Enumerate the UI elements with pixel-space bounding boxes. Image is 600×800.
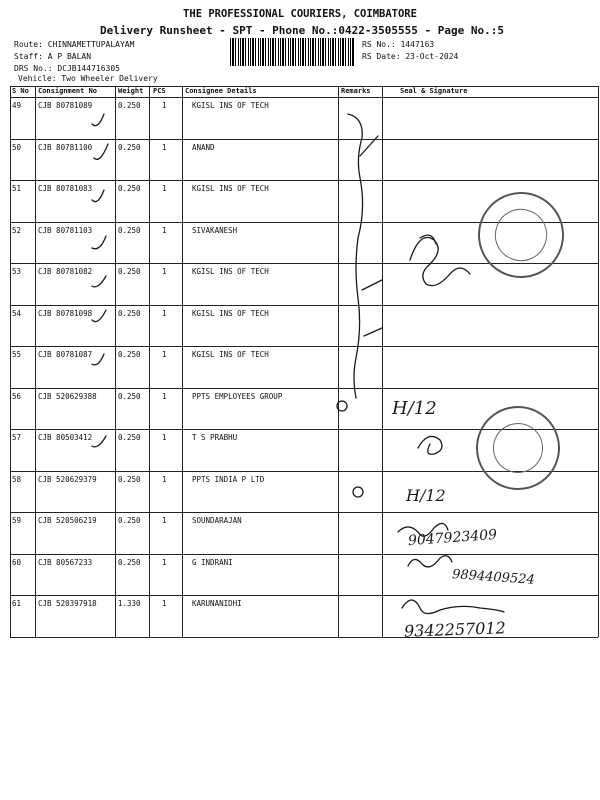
cell-pcs: 1: [162, 516, 167, 525]
cell-consignment: CJB 80781089: [38, 101, 93, 110]
col-header-pcs: PCS: [153, 87, 166, 95]
cell-consignee: KGISL INS OF TECH: [192, 184, 269, 193]
cell-sno: 60: [12, 557, 22, 567]
col-header-seal: Seal & Signature: [400, 87, 468, 95]
cell-pcs: 1: [162, 474, 167, 484]
cell-weight: 0.250: [118, 516, 141, 525]
rs-date: RS Date: 23-Oct-2024: [362, 52, 459, 61]
signature: [408, 556, 452, 567]
cell-consignment: CJB 520629379: [38, 474, 97, 484]
cell-weight: 0.250: [118, 267, 141, 276]
cell-consignment: CJB 80781103: [38, 225, 93, 235]
check-mark: [92, 114, 104, 126]
cell-sno: 53: [12, 267, 22, 276]
col-header-consignment: Consignment No: [38, 87, 98, 95]
cell-consignment: CJB 80781087: [38, 350, 93, 359]
cell-consignee: KGISL INS OF TECH: [192, 101, 269, 110]
cell-weight: 0.250: [118, 101, 141, 110]
cell-consignee: KGISL INS OF TECH: [192, 308, 269, 318]
cell-pcs: 1: [162, 142, 167, 152]
cell-weight: 0.250: [118, 225, 141, 235]
cell-consignment: CJB 80781098: [38, 308, 93, 318]
cell-pcs: 1: [162, 599, 167, 608]
check-mark: [92, 310, 106, 322]
cell-pcs: 1: [162, 350, 167, 359]
remark-stroke: [360, 136, 378, 156]
drs-label: DRS No.: DCJB144716305: [14, 64, 120, 73]
remark-stroke: [364, 328, 382, 336]
company-title: THE PROFESSIONAL COURIERS, COIMBATORE: [183, 8, 417, 20]
cell-consignee: PPTS EMPLOYEES GROUP: [192, 391, 283, 401]
handwritten-phone: 9047923409: [407, 526, 498, 550]
signature: [418, 436, 442, 454]
check-mark: [92, 190, 104, 202]
cell-consignment: CJB 80503412: [38, 433, 93, 442]
col-header-remarks: Remarks: [341, 87, 371, 95]
cell-consignee: SOUNDARAJAN: [192, 516, 242, 525]
cell-pcs: 1: [162, 101, 167, 110]
handwritten-phone: 9342257012: [403, 618, 507, 641]
cell-sno: 49: [12, 101, 22, 110]
cell-weight: 0.250: [118, 142, 141, 152]
cell-sno: 55: [12, 350, 22, 359]
rs-number: RS No.: 1447163: [362, 40, 435, 49]
cell-consignee: KGISL INS OF TECH: [192, 350, 269, 359]
cell-consignment: CJB 520629388: [38, 391, 97, 401]
cell-sno: 57: [12, 433, 22, 442]
cell-weight: 0.250: [118, 350, 141, 359]
cell-consignee: G INDRANI: [192, 557, 233, 567]
cell-pcs: 1: [162, 184, 167, 193]
check-mark: [94, 144, 108, 159]
cell-consignee: SIVAKANESH: [192, 225, 238, 235]
vehicle-label: Vehicle: Two Wheeler Delivery: [18, 74, 158, 83]
cell-consignment: CJB 80781100: [38, 142, 93, 152]
signature: [402, 600, 504, 614]
cell-consignment: CJB 520506219: [38, 516, 97, 525]
handwritten-phone: 9894409524: [451, 567, 536, 588]
cell-consignee: T S PRABHU: [192, 433, 238, 442]
cell-weight: 0.250: [118, 474, 141, 484]
cell-weight: 1.330: [118, 599, 141, 608]
cell-pcs: 1: [162, 391, 167, 401]
cell-consignee: KARUNANIDHI: [192, 599, 242, 608]
cell-weight: 0.250: [118, 557, 141, 567]
bracket-line: [348, 114, 363, 398]
cell-sno: 59: [12, 516, 22, 525]
remark-initial: [353, 487, 363, 497]
col-header-sno: S No: [12, 87, 29, 95]
cell-consignment: CJB 80781083: [38, 184, 93, 193]
cell-pcs: 1: [162, 308, 167, 318]
signature: [410, 238, 470, 286]
runsheet-title: Delivery Runsheet - SPT - Phone No.:0422-3505555 - Page No.:5: [100, 24, 504, 37]
cell-consignment: CJB 80567233: [38, 557, 93, 567]
cell-weight: 0.250: [118, 391, 141, 401]
staff-label: Staff: A P BALAN: [14, 52, 92, 61]
check-mark: [92, 354, 104, 365]
cell-consignment: CJB 520397918: [38, 599, 97, 608]
cell-pcs: 1: [162, 433, 167, 442]
cell-pcs: 1: [162, 267, 167, 276]
cell-sno: 54: [12, 308, 22, 318]
cell-weight: 0.250: [118, 184, 141, 193]
cell-sno: 50: [12, 142, 22, 152]
col-header-weight: Weight: [118, 87, 144, 95]
check-mark: [92, 236, 106, 249]
handwritten-code: H/12: [392, 398, 437, 419]
cell-weight: 0.250: [118, 308, 141, 318]
remark-stroke: [362, 280, 382, 290]
cell-sno: 58: [12, 474, 22, 484]
cell-sno: 52: [12, 225, 22, 235]
cell-pcs: 1: [162, 557, 167, 567]
cell-sno: 56: [12, 391, 22, 401]
cell-consignee: KGISL INS OF TECH: [192, 267, 269, 276]
cell-sno: 51: [12, 184, 22, 193]
cell-sno: 61: [12, 599, 22, 608]
check-mark: [92, 276, 106, 287]
cell-pcs: 1: [162, 225, 167, 235]
cell-weight: 0.250: [118, 433, 141, 442]
col-header-consignee: Consignee Details: [185, 87, 257, 95]
cell-consignee: ANAND: [192, 142, 215, 152]
remark-initial: [337, 401, 347, 411]
cell-consignee: PPTS INDIA P LTD: [192, 474, 265, 484]
route-label: Route: CHINNAMETTUPALAYAM: [14, 40, 135, 49]
check-mark: [92, 436, 106, 447]
cell-consignment: CJB 80781082: [38, 267, 93, 276]
handwritten-code: H/12: [406, 486, 446, 505]
